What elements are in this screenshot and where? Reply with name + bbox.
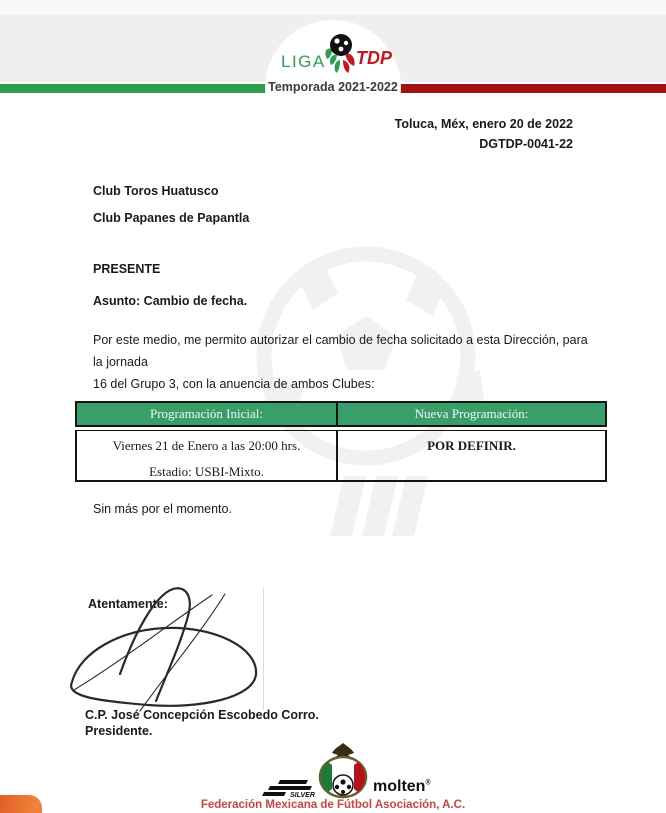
date-block	[395, 114, 573, 154]
presente-label: PRESENTE	[93, 262, 161, 276]
federation-name: Federación Mexicana de Fútbol Asociación, A.C.	[200, 799, 466, 811]
schedule-table-body-row	[75, 430, 607, 482]
molten-wordmark: molten	[373, 778, 426, 795]
closing-line: Sin más por el momento.	[93, 502, 232, 516]
liga-wordmark: LIGA	[281, 52, 326, 71]
tdp-wordmark: TDP	[356, 48, 392, 68]
recipient-club-2: Club Papanes de Papantla	[93, 211, 250, 225]
schedule-table-header-row	[75, 401, 607, 427]
molten-trademark: ®	[425, 779, 431, 787]
molten-sponsor-logo	[373, 778, 431, 796]
silver-wordmark: SILVER	[290, 792, 315, 799]
reference-number: DGTDP-0041-22	[479, 137, 573, 151]
signer-block	[85, 708, 319, 739]
header-gray-band-top	[0, 0, 666, 15]
date-line: Toluca, Méx, enero 20 de 2022	[394, 117, 573, 131]
recipient-club-1: Club Toros Huatusco	[93, 184, 219, 198]
body-paragraph	[93, 329, 588, 395]
header-initial-schedule: Programación Inicial:	[77, 403, 338, 425]
initial-schedule-stadium: Estadio: USBI-Mixto.	[149, 464, 264, 479]
signer-name: C.P. José Concepción Escobedo Corro.	[85, 708, 319, 722]
new-schedule-cell: POR DEFINIR.	[427, 438, 516, 453]
signer-title: Presidente.	[85, 723, 153, 738]
flag-green-bar	[0, 84, 268, 93]
header-new-schedule: Nueva Programación:	[414, 406, 529, 421]
initial-schedule-cell	[77, 431, 338, 480]
soccer-ball-icon	[321, 33, 357, 82]
fmf-crest-icon	[316, 741, 370, 806]
recipients-block	[93, 178, 249, 232]
body-line-1: Por este medio, me permito autorizar el cambio de fecha solicitado a esta Dirección, para la jornada	[93, 333, 588, 369]
body-line-2: 16 del Grupo 3, con la anuencia de ambos Clubes:	[93, 377, 375, 391]
subject-line: Asunto: Cambio de fecha.	[93, 294, 248, 308]
salutation-label: Atentamente:	[88, 597, 168, 611]
signature-scribble	[60, 582, 270, 719]
flag-red-bar	[398, 84, 666, 93]
schedule-table	[75, 401, 607, 482]
initial-schedule-datetime: Viernes 21 de Enero a las 20:00 hrs.	[112, 438, 301, 453]
season-label: Temporada 2021-2022	[268, 80, 398, 94]
